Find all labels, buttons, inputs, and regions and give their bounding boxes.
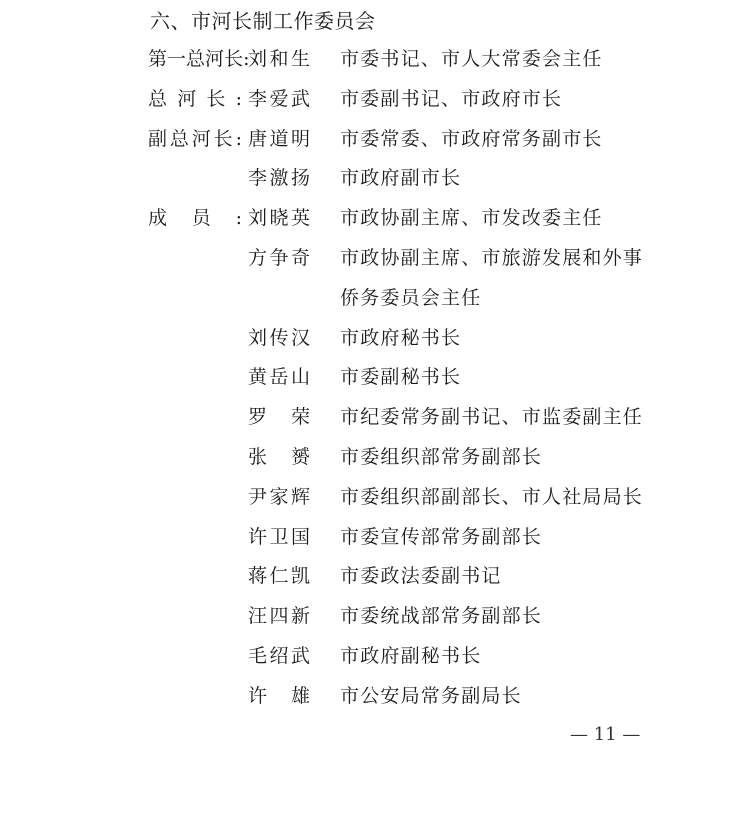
role-label bbox=[148, 203, 242, 233]
member-name bbox=[248, 482, 310, 512]
member-name bbox=[248, 323, 310, 353]
list-item bbox=[0, 124, 750, 164]
member-title: 市政府秘书长 bbox=[340, 326, 462, 349]
name-char: 汪 bbox=[248, 605, 268, 628]
member-title: 市政协副主席、市发改委主任 bbox=[340, 207, 603, 230]
name-char: 张 bbox=[248, 445, 268, 468]
name-char: 国 bbox=[290, 525, 310, 548]
name-char: 生 bbox=[290, 48, 310, 70]
member-name bbox=[248, 561, 310, 591]
role-char: 副 bbox=[148, 127, 168, 150]
member-name bbox=[248, 522, 310, 552]
name-char: 卫 bbox=[269, 525, 289, 548]
name-char: 李 bbox=[248, 87, 268, 110]
role-char: 第 bbox=[148, 48, 168, 70]
member-name bbox=[248, 124, 310, 154]
member-title: 市委常委、市政府常务副市长 bbox=[340, 127, 603, 150]
name-char: 方 bbox=[248, 246, 268, 269]
member-title: 市委宣传部常务副部长 bbox=[340, 525, 543, 548]
member-name bbox=[248, 641, 310, 671]
list-item bbox=[0, 601, 750, 641]
member-title: 市委组织部副部长、市人社局局长 bbox=[340, 485, 644, 508]
name-char: 奇 bbox=[290, 246, 310, 269]
member-name bbox=[248, 362, 310, 392]
role-char: 长 bbox=[206, 87, 226, 110]
member-name bbox=[248, 44, 310, 74]
name-char: 刘 bbox=[248, 326, 268, 349]
role-char: 长 bbox=[213, 127, 233, 150]
list-item bbox=[0, 203, 750, 243]
member-title: 市委副秘书长 bbox=[340, 366, 462, 389]
role-char: 员 bbox=[191, 207, 211, 230]
list-item bbox=[0, 482, 750, 522]
name-char: 爱 bbox=[269, 87, 289, 110]
name-char: 道 bbox=[269, 127, 289, 150]
name-char: 李 bbox=[248, 167, 268, 190]
role-char: 一 bbox=[167, 48, 187, 70]
role-char: 总 bbox=[169, 127, 189, 150]
name-char: 凯 bbox=[290, 565, 310, 588]
role-char: : bbox=[235, 87, 242, 110]
role-char: : bbox=[243, 48, 250, 70]
name-char: 英 bbox=[290, 207, 310, 230]
role-char: 总 bbox=[148, 87, 168, 110]
role-char: 河 bbox=[205, 48, 225, 70]
name-char: 雄 bbox=[290, 684, 310, 707]
list-item bbox=[0, 163, 750, 203]
list-item bbox=[0, 323, 750, 363]
role-char: 河 bbox=[191, 127, 211, 150]
name-char: 四 bbox=[269, 605, 289, 628]
name-char: 汉 bbox=[290, 326, 310, 349]
member-title: 市政府副市长 bbox=[340, 167, 462, 190]
name-char: 尹 bbox=[248, 485, 268, 508]
member-title: 市委统战部常务副部长 bbox=[340, 605, 543, 628]
member-title: 市公安局常务副局长 bbox=[340, 684, 522, 707]
member-name bbox=[248, 681, 310, 711]
member-name bbox=[248, 243, 310, 273]
list-item bbox=[0, 522, 750, 562]
role-label bbox=[148, 124, 242, 154]
name-char: 刘 bbox=[248, 207, 268, 230]
name-char: 明 bbox=[290, 127, 310, 150]
name-char: 武 bbox=[290, 87, 310, 110]
member-title: 市委副书记、市政府市长 bbox=[340, 87, 563, 110]
list-item bbox=[0, 442, 750, 482]
member-title: 市纪委常务副书记、市监委副主任 bbox=[340, 406, 644, 429]
member-title: 市委书记、市人大常委会主任 bbox=[340, 48, 603, 70]
name-char: 武 bbox=[290, 644, 310, 667]
member-title: 市委政法委副书记 bbox=[340, 565, 502, 588]
name-char: 绍 bbox=[269, 644, 289, 667]
name-char: 仁 bbox=[269, 565, 289, 588]
name-char: 辉 bbox=[290, 485, 310, 508]
page-number: — 11 — bbox=[570, 724, 641, 745]
name-char: 激 bbox=[269, 167, 289, 190]
role-label bbox=[148, 84, 242, 114]
member-name bbox=[248, 163, 310, 193]
list-item bbox=[0, 362, 750, 402]
role-char: 成 bbox=[148, 207, 168, 230]
role-char: 河 bbox=[177, 87, 197, 110]
list-item bbox=[0, 561, 750, 601]
member-title: 侨务委员会主任 bbox=[340, 286, 482, 309]
list-item bbox=[0, 681, 750, 721]
name-char: 和 bbox=[269, 48, 289, 70]
name-char: 刘 bbox=[248, 48, 268, 70]
list-item bbox=[0, 641, 750, 681]
member-title: 市委组织部常务副部长 bbox=[340, 445, 543, 468]
name-char: 岳 bbox=[269, 366, 289, 389]
name-char: 家 bbox=[269, 485, 289, 508]
name-char: 蒋 bbox=[248, 565, 268, 588]
name-char: 晓 bbox=[269, 207, 289, 230]
name-char: 赟 bbox=[290, 445, 310, 468]
role-label bbox=[148, 44, 250, 74]
name-char: 扬 bbox=[290, 167, 310, 190]
list-item bbox=[0, 44, 750, 84]
member-name bbox=[248, 84, 310, 114]
name-char: 黄 bbox=[248, 366, 268, 389]
list-item bbox=[0, 402, 750, 442]
member-list bbox=[0, 44, 750, 721]
list-item bbox=[0, 283, 750, 323]
name-char: 山 bbox=[290, 366, 310, 389]
member-title: 市政协副主席、市旅游发展和外事 bbox=[340, 246, 644, 269]
name-char: 许 bbox=[248, 684, 268, 707]
name-char: 争 bbox=[269, 246, 289, 269]
role-char: 总 bbox=[186, 48, 206, 70]
name-char: 毛 bbox=[248, 644, 268, 667]
member-name bbox=[248, 402, 310, 432]
member-title: 市政府副秘书长 bbox=[340, 644, 482, 667]
member-name bbox=[248, 442, 310, 472]
section-heading: 六、市河长制工作委员会 bbox=[150, 9, 376, 33]
role-char: : bbox=[235, 207, 242, 230]
name-char: 罗 bbox=[248, 406, 268, 429]
name-char: 许 bbox=[248, 525, 268, 548]
role-char: 长 bbox=[224, 48, 244, 70]
member-name bbox=[248, 203, 310, 233]
role-char: : bbox=[235, 127, 242, 150]
list-item bbox=[0, 243, 750, 283]
name-char: 唐 bbox=[248, 127, 268, 150]
name-char: 新 bbox=[290, 605, 310, 628]
list-item bbox=[0, 84, 750, 124]
member-name bbox=[248, 601, 310, 631]
name-char: 传 bbox=[269, 326, 289, 349]
name-char: 荣 bbox=[290, 406, 310, 429]
